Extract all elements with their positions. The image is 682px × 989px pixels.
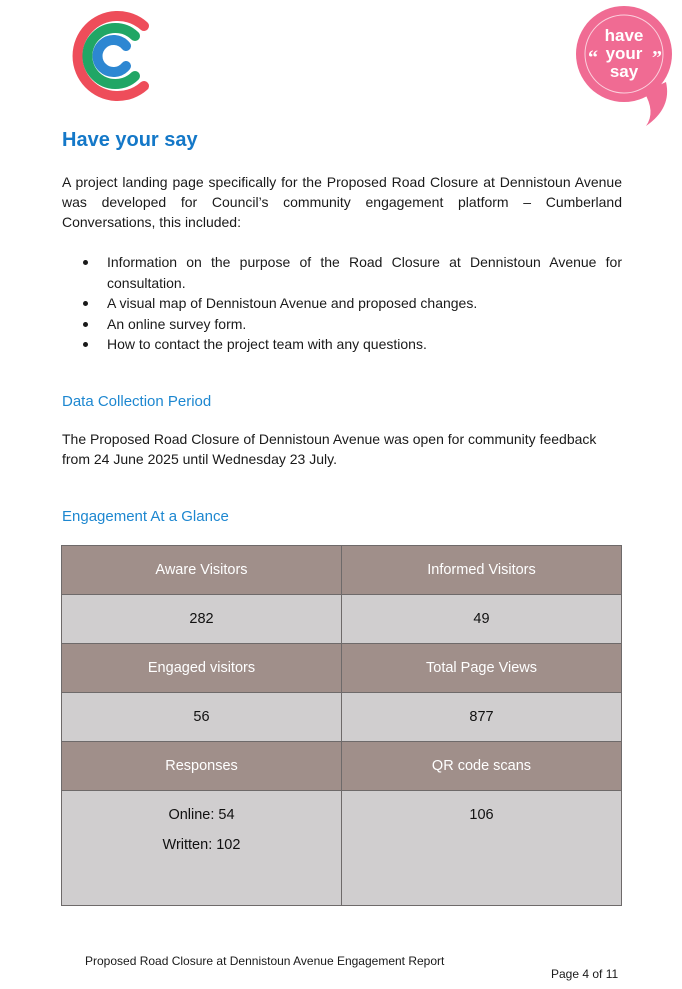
close-quote-icon: ” (652, 47, 662, 69)
value-engaged-visitors: 56 (62, 693, 342, 742)
list-item (62, 252, 622, 293)
data-collection-paragraph: The Proposed Road Closure of Dennistoun Avenue was open for community feedback from 24 June 2025 until Wednesday 23 July. (62, 431, 597, 467)
table-row (62, 791, 622, 906)
list-item (62, 293, 622, 314)
list-item (62, 314, 622, 335)
header-total-page-views: Total Page Views (342, 644, 622, 693)
hys-line-say: say (609, 62, 639, 81)
value-total-page-views: 877 (342, 693, 622, 742)
open-quote-icon: “ (588, 47, 598, 69)
header-qr-code-scans: QR code scans (342, 742, 622, 791)
header-engaged-visitors: Engaged visitors (62, 644, 342, 693)
value-informed-visitors: 49 (342, 595, 622, 644)
bullet-icon (83, 260, 88, 265)
engagement-heading: Engagement At a Glance (62, 508, 229, 525)
header-aware-visitors: Aware Visitors (62, 546, 342, 595)
data-collection-heading: Data Collection Period (62, 393, 212, 410)
have-your-say-logo-icon (574, 4, 674, 128)
table-header-row (62, 742, 622, 791)
list-item-text: A visual map of Dennistoun Avenue and proposed changes. (107, 295, 478, 311)
list-item (62, 334, 622, 355)
responses-written: Written: 102 (162, 837, 241, 853)
footer-page-number: Page 4 of 11 (551, 967, 619, 981)
cumberland-council-logo-icon (66, 6, 158, 106)
hys-line-your: your (605, 44, 643, 63)
table-row (62, 693, 622, 742)
header-responses: Responses (62, 742, 342, 791)
bullet-icon (83, 322, 88, 327)
list-item-text: Information on the purpose of the Road Closure at Dennistoun Avenue for consultation. (107, 254, 622, 291)
value-qr-code-scans (342, 791, 622, 906)
hys-line-have: have (604, 26, 644, 45)
table-header-row (62, 546, 622, 595)
included-features-list (62, 252, 622, 355)
responses-online: Online: 54 (168, 807, 235, 823)
footer-report-title: Proposed Road Closure at Dennistoun Avenue Engagement Report (85, 954, 445, 968)
qr-scans-count: 106 (469, 807, 494, 823)
intro-paragraph: A project landing page specifically for the Proposed Road Closure at Dennistoun Avenue was developed for Council’s community engagement platform – Cumberland Conversations, this included: (62, 174, 622, 230)
list-item-text: An online survey form. (107, 315, 247, 332)
list-item-text: How to contact the project team with any questions. (107, 336, 427, 352)
table-row (62, 595, 622, 644)
page-heading: Have your say (62, 129, 198, 151)
table-header-row (62, 644, 622, 693)
value-aware-visitors: 282 (62, 595, 342, 644)
bullet-icon (83, 342, 88, 347)
header-informed-visitors: Informed Visitors (342, 546, 622, 595)
value-responses (62, 791, 342, 906)
bullet-icon (83, 301, 88, 306)
engagement-stats-table (61, 545, 622, 906)
